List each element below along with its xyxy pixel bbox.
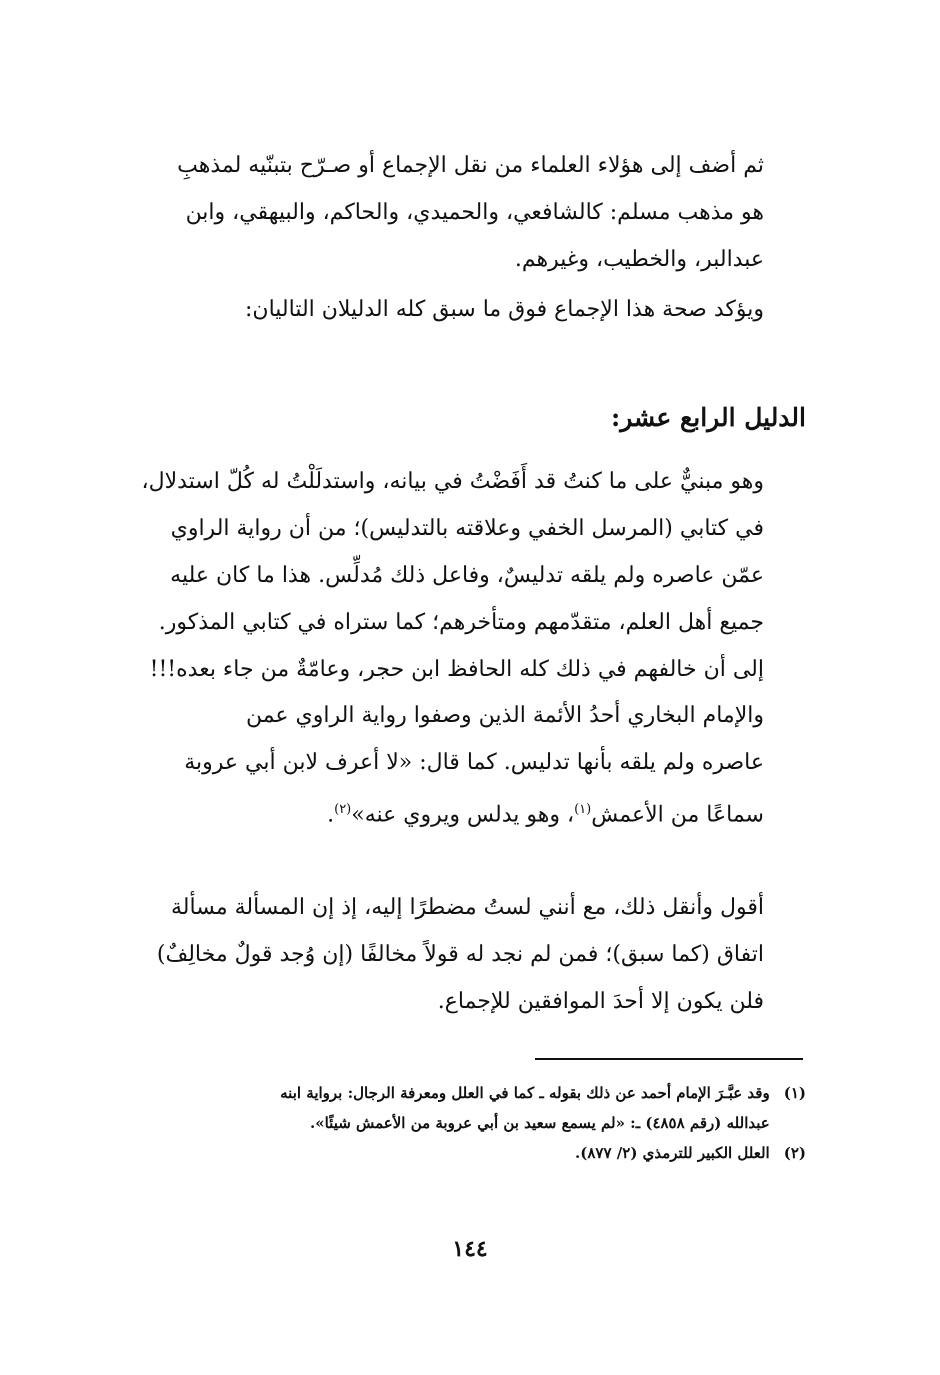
text-line: جميع أهل العلم، متقدّمهم ومتأخرهم؛ كما ستراه في كتابي المذكور.: [158, 610, 764, 635]
paragraph-two-proofs: [80, 286, 806, 333]
text-run: سماعًا من الأعمش: [591, 802, 764, 828]
footnote-line: العلل الكبير للترمذي (٢/ ٨٧٧).: [575, 1144, 770, 1162]
paragraph-tadlis: [80, 458, 806, 693]
footnote-ref-1[interactable]: (١): [574, 802, 592, 817]
heading-proof-fourteen: الدليل الرابع عشر:: [611, 403, 806, 432]
paragraph-consensus: [80, 884, 806, 1025]
footnote-line: عبدالله (رقم ٤٨٥٨) ـ: «لم يسمع سعيد بن أبي عروبة من الأعمش شيئًا».: [310, 1114, 770, 1132]
footnote-line: وقد عبَّـرَ الإمام أحمد عن ذلك بقوله ـ كما في العلل ومعرفة الرجال: برواية ابنه: [280, 1084, 770, 1102]
section-heading: [80, 398, 806, 438]
text-line: ويؤكد صحة هذا الإجماع فوق ما سبق كله الدليلان التاليان:: [245, 297, 764, 322]
paragraph-scholars: [80, 142, 806, 283]
text-line: إلى أن خالفهم في ذلك كله الحافظ ابن حجر، وعامّةٌ من جاء بعده!!!: [149, 657, 764, 682]
text-line: هو مذهب مسلم: كالشافعي، والحميدي، والحاكم، والبيهقي، وابن: [185, 200, 764, 225]
footnote-1: [80, 1078, 806, 1138]
footnote-ref-2[interactable]: (٢): [334, 802, 352, 817]
text-line: عبدالبر، والخطيب، وغيرهم.: [514, 247, 764, 272]
text-line: اتفاق (كما سبق)؛ فمن لم نجد له قولاً مخالفًا (إن وُجد قولٌ مخالِفٌ): [156, 942, 764, 967]
page-number: ١٤٤: [452, 1236, 488, 1262]
text-line: في كتابي (المرسل الخفي وعلاقته بالتدليس)؛ من أن رواية الراوي: [170, 516, 764, 541]
footnote-number: (٢): [783, 1144, 806, 1162]
text-run: .: [327, 802, 335, 828]
text-line: عاصره ولم يلقه بأنها تدليس. كما قال: «لا أعرف لابن أبي عروبة: [184, 750, 764, 775]
footnotes: [80, 1078, 806, 1168]
text-line: عمّن عاصره ولم يلقه تدليسٌ، وفاعل ذلك مُدلِّس. هذا ما كان عليه: [170, 563, 764, 588]
text-line: وهو مبنيٌّ على ما كنتُ قد أَفَضْتُ في بيانه، واستدلَلْتُ له كُلّ استدلال،: [141, 469, 764, 494]
text-line: ثم أضف إلى هؤلاء العلماء من نقل الإجماع أو صـرّح بتبنّيه لمذهبِ: [177, 153, 764, 178]
paragraph-bukhari: [80, 692, 806, 838]
text-line: [80, 786, 806, 838]
footnote-divider: [535, 1058, 803, 1060]
text-run: ، وهو يدلس ويروي عنه»: [351, 802, 575, 828]
text-line: والإمام البخاري أحدُ الأئمة الذين وصفوا رواية الراوي عمن: [245, 703, 764, 728]
text-line: أقول وأنقل ذلك، مع أنني لستُ مضطرًا إليه، إذ إن المسألة مسألة: [171, 895, 764, 920]
footnote-number: (١): [783, 1084, 806, 1102]
footnote-2: [80, 1138, 806, 1168]
text-line: فلن يكون إلا أحدَ الموافقين للإجماع.: [437, 989, 764, 1014]
